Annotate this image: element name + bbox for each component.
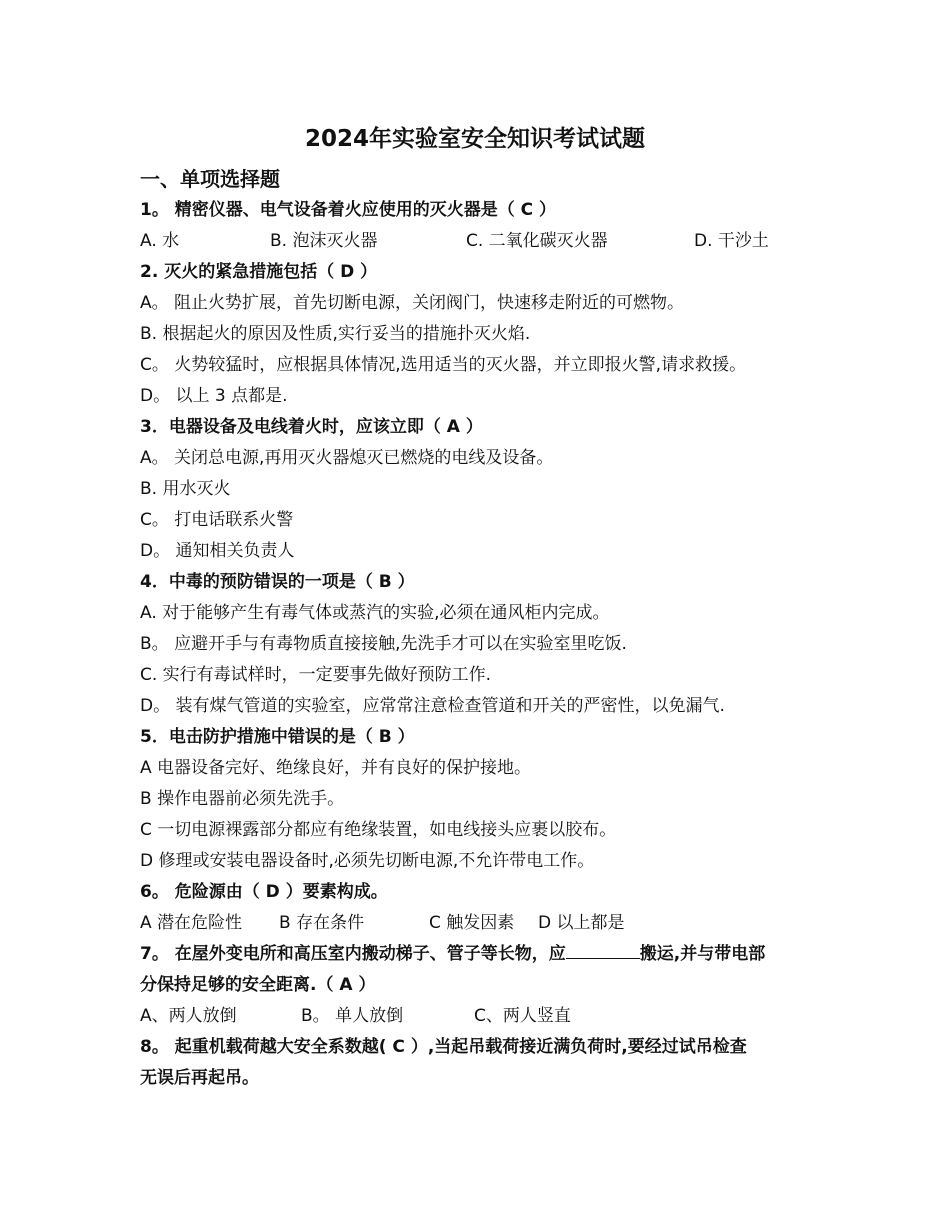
question-7-text-end: 搬运,并与带电部 xyxy=(639,944,766,964)
option-a: A。 阻止火势扩展，首先切断电源，关闭阀门，快速移走附近的可燃物。 xyxy=(140,293,685,313)
question-3: 3．电器设备及电线着火时，应该立即（ A ） xyxy=(140,417,483,437)
option-d: D。 以上 3 点都是. xyxy=(140,386,288,406)
option-c: C、两人竖直 xyxy=(474,1006,571,1026)
option-a: A 潜在危险性 xyxy=(140,913,243,933)
option-c: C 一切电源裸露部分都应有绝缘装置，如电线接头应裹以胶布。 xyxy=(140,820,617,840)
question-1: 1。 精密仪器、电气设备着火应使用的灭火器是（ C ） xyxy=(140,200,557,220)
question-7-options xyxy=(140,1001,820,1032)
option-a: A、两人放倒 xyxy=(140,1006,237,1026)
question-list xyxy=(140,195,820,1094)
question-2: 2. 灭火的紧急措施包括（ D ） xyxy=(140,262,378,282)
option-c: C。 火势较猛时，应根据具体情况,选用适当的灭火器，并立即报火警,请求救援。 xyxy=(140,355,747,375)
question-5: 5．电击防护措施中错误的是（ B ） xyxy=(140,727,415,747)
option-a: A。 关闭总电源,再用灭火器熄灭已燃烧的电线及设备。 xyxy=(140,448,554,468)
question-6-options xyxy=(140,908,820,939)
option-a: A 电器设备完好、绝缘良好，并有良好的保护接地。 xyxy=(140,758,532,778)
option-c: C 触发因素 xyxy=(429,913,515,933)
option-d: D. 干沙土 xyxy=(694,231,769,251)
option-c: C。 打电话联系火警 xyxy=(140,510,294,530)
option-b: B. 用水灭火 xyxy=(140,479,231,499)
question-1-options xyxy=(140,226,820,257)
option-d: D 修理或安装电器设备时,必须先切断电源,不允许带电工作。 xyxy=(140,851,595,871)
option-b: B。 单人放倒 xyxy=(301,1006,404,1026)
option-d: D。 装有煤气管道的实验室，应常常注意检查管道和开关的严密性，以免漏气. xyxy=(140,696,725,716)
option-d: D。 通知相关负责人 xyxy=(140,541,295,561)
option-c: C. 实行有毒试样时，一定要事先做好预防工作. xyxy=(140,665,492,685)
option-b: B. 根据起火的原因及性质,实行妥当的措施扑灭火焰. xyxy=(140,324,531,344)
question-7-text-line2: 分保持足够的安全距离.（ A ） xyxy=(140,975,376,995)
question-4: 4．中毒的预防错误的一项是（ B ） xyxy=(140,572,415,592)
answer-blank xyxy=(566,941,640,959)
question-8-line1: 8。 起重机载荷越大安全系数越( C ）,当起吊载荷接近满负荷时,要经过试吊检查 xyxy=(140,1037,747,1057)
option-b: B 操作电器前必须先洗手。 xyxy=(140,789,345,809)
question-7 xyxy=(140,939,820,1001)
option-d: D 以上都是 xyxy=(538,913,625,933)
question-8-line2: 无误后再起吊。 xyxy=(140,1068,259,1088)
option-b: B 存在条件 xyxy=(279,913,365,933)
option-a: A. 对于能够产生有毒气体或蒸汽的实验,必须在通风柜内完成。 xyxy=(140,603,610,623)
section-heading: 一、单项选择题 xyxy=(140,167,280,191)
option-c: C. 二氧化碳灭火器 xyxy=(466,231,608,251)
option-a: A. 水 xyxy=(140,231,180,251)
question-6: 6。 危险源由（ D ）要素构成。 xyxy=(140,882,388,902)
question-8 xyxy=(140,1032,820,1094)
option-b: B. 泡沫灭火器 xyxy=(270,231,378,251)
option-b: B。 应避开手与有毒物质直接接触,先洗手才可以在实验室里吃饭. xyxy=(140,634,627,654)
question-7-text-start: 7。 在屋外变电所和高压室内搬动梯子、管子等长物，应 xyxy=(140,944,566,964)
document-title: 2024年实验室安全知识考试试题 xyxy=(304,126,645,152)
